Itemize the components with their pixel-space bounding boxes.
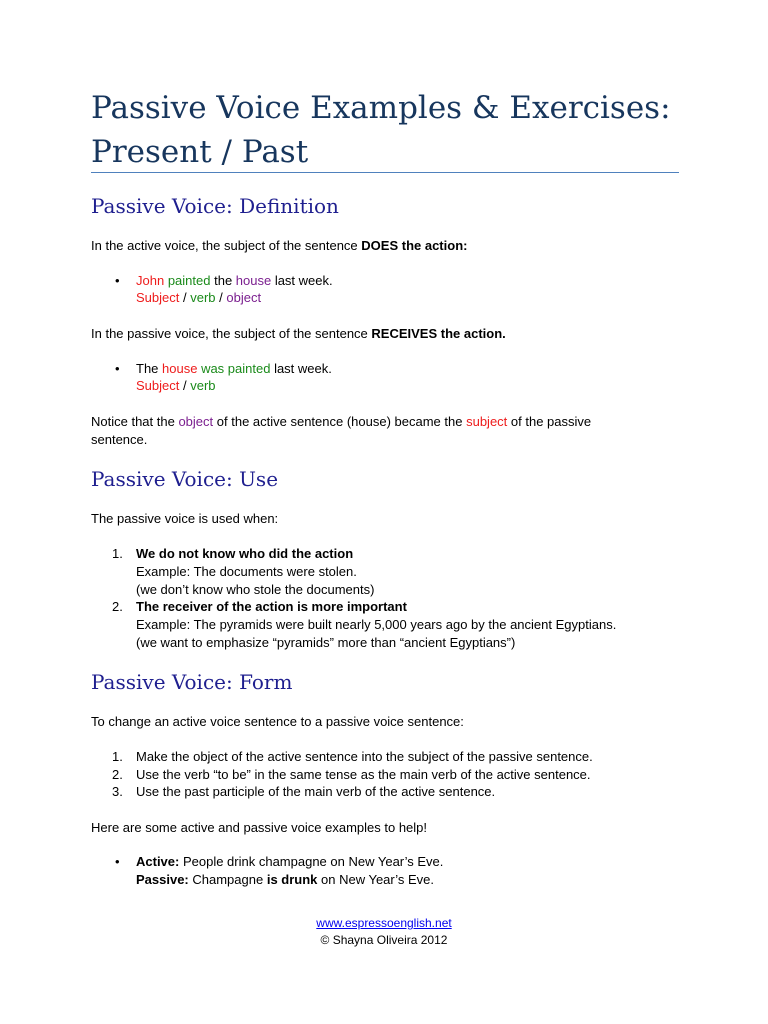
active-example-sentence: John painted the house last week. — [136, 273, 333, 288]
list-number: 2. — [112, 599, 123, 614]
form-step-2: Use the verb “to be” in the same tense as the main verb of the active sentence. — [136, 767, 591, 782]
active-voice-intro: In the active voice, the subject of the sentence DOES the action: — [91, 238, 468, 253]
form-step-1: Make the object of the active sentence into the subject of the passive sentence. — [136, 749, 593, 764]
heading-use: Passive Voice: Use — [91, 467, 279, 491]
list-number: 1. — [112, 749, 123, 764]
use-intro: The passive voice is used when: — [91, 511, 279, 526]
website-link[interactable]: www.espressoenglish.net — [316, 916, 452, 930]
active-example-labels: Subject / verb / object — [136, 290, 262, 305]
footer-copyright: © Shayna Oliveira 2012 — [320, 933, 448, 947]
passive-example-sentence: The house was painted last week. — [136, 361, 332, 376]
bullet-icon: • — [115, 854, 120, 869]
footer-link-row — [0, 915, 768, 932]
passive-example-labels: Subject / verb — [136, 378, 216, 393]
title-line-2: Present / Past — [91, 134, 309, 170]
examples-intro: Here are some active and passive voice examples to help! — [91, 820, 428, 835]
bullet-icon: • — [115, 273, 120, 288]
form-intro: To change an active voice sentence to a passive voice sentence: — [91, 714, 464, 729]
notice-paragraph: Notice that the object of the active sentence (house) became the subject of the passive sentence. — [91, 414, 592, 447]
heading-form: Passive Voice: Form — [91, 670, 293, 694]
bullet-icon: • — [115, 361, 120, 376]
list-number: 1. — [112, 546, 123, 561]
use-item-1: We do not know who did the action Example: The documents were stolen. (we don’t know who stole the documents) — [136, 546, 375, 597]
heading-definition: Passive Voice: Definition — [91, 194, 339, 218]
title-divider — [91, 172, 679, 173]
passive-voice-intro: In the passive voice, the subject of the sentence RECEIVES the action. — [91, 326, 506, 341]
title-line-1: Passive Voice Examples & Exercises: — [91, 90, 671, 126]
page-title — [91, 86, 691, 174]
list-number: 2. — [112, 767, 123, 782]
example-active: Active: People drink champagne on New Year’s Eve. — [136, 854, 444, 869]
list-number: 3. — [112, 784, 123, 799]
use-item-2: The receiver of the action is more important Example: The pyramids were built nearly 5,000 years ago by the ancient Egyptians. (we want to emphasize “pyramids” more than “ancient Egyptians”) — [136, 599, 617, 650]
example-passive: Passive: Champagne is drunk on New Year’s Eve. — [136, 872, 434, 887]
form-step-3: Use the past participle of the main verb of the active sentence. — [136, 784, 496, 799]
